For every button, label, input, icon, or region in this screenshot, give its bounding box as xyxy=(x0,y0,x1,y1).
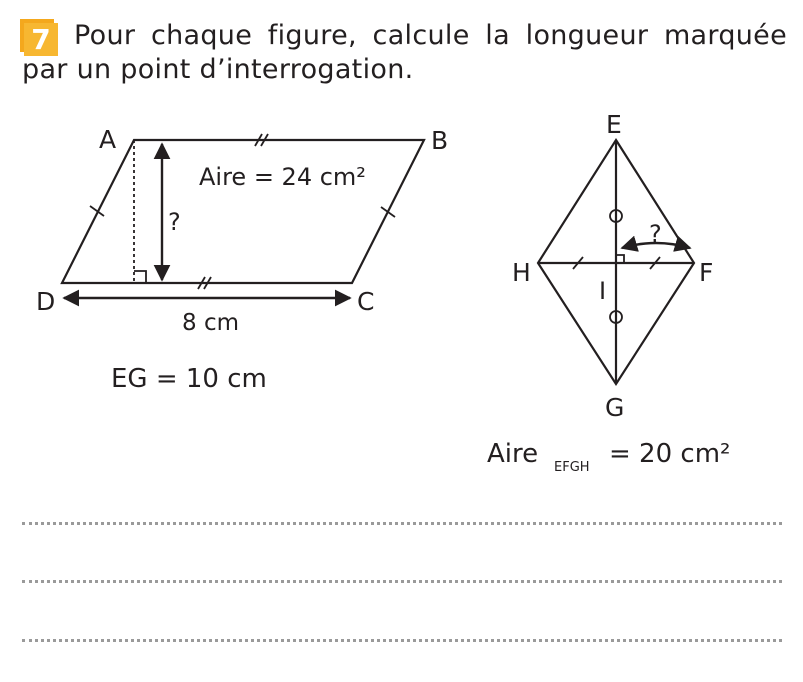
vertex-a: A xyxy=(99,125,117,154)
parallelogram-figure xyxy=(62,134,424,298)
answer-line-3[interactable] xyxy=(22,639,782,642)
instruction-line-2: par un point d’interrogation. xyxy=(22,54,414,85)
if-unknown: ? xyxy=(649,220,662,248)
rhombus-figure xyxy=(538,140,694,384)
instruction-line-1: Pour chaque figure, calcule la longueur marquée xyxy=(74,20,787,51)
parallelogram-abcd xyxy=(62,140,424,283)
answer-line-1[interactable] xyxy=(22,522,782,525)
vertex-g: G xyxy=(605,393,625,422)
right-angle-mark-i xyxy=(616,255,624,263)
area-value: = 20 cm² xyxy=(609,439,731,469)
single-tick-bc xyxy=(381,207,395,217)
area-subscript: EFGH xyxy=(554,460,590,475)
vertex-e: E xyxy=(606,110,622,139)
vertex-h: H xyxy=(512,258,531,287)
vertex-c: C xyxy=(357,287,375,316)
center-i: I xyxy=(599,277,607,305)
exercise-number: 7 xyxy=(24,23,58,56)
vertex-f: F xyxy=(699,258,714,287)
right-angle-mark xyxy=(134,271,146,283)
vertex-d: D xyxy=(36,287,56,316)
answer-line-2[interactable] xyxy=(22,580,782,583)
area-label: Aire = 24 cm² xyxy=(199,163,366,191)
base-length: 8 cm xyxy=(182,310,239,336)
height-unknown: ? xyxy=(168,208,181,236)
given-eg: EG = 10 cm xyxy=(111,364,267,394)
vertex-b: B xyxy=(431,126,449,155)
area-prefix: Aire xyxy=(487,439,539,469)
